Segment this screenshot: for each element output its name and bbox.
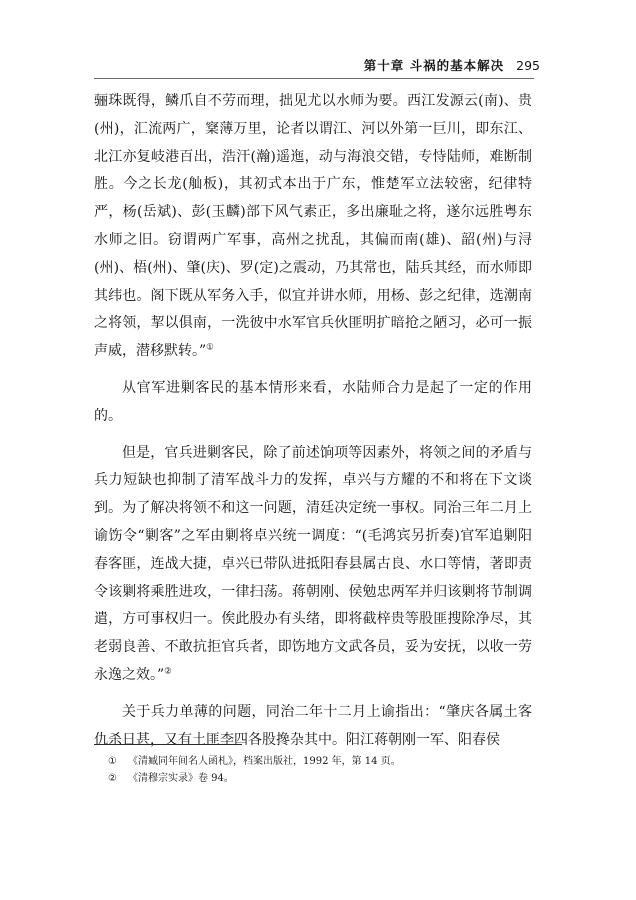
paragraph-4 <box>94 699 532 755</box>
paragraph-2 <box>94 375 532 431</box>
footnote-2-text: 《清穆宗实录》卷 94。 <box>128 772 234 784</box>
footnote-1-text: 《清臧同年间名人函札》，档案出版社，1992 年，第 14 页。 <box>128 756 401 767</box>
footnote-2-mark: ② <box>108 772 117 784</box>
chapter-title: 第十章 斗祸的基本解决 <box>363 58 505 73</box>
paragraph-4-text: 关于兵力单薄的问题，同治二年十二月上谕指出：“肇庆各属土客仇杀日甚，又有土匪李四各股搀杂其中。阳江蒋朝刚一军、阳春侯 <box>94 703 532 748</box>
header-rule <box>94 78 534 79</box>
paragraph-1-text: 骊珠既得，鳞爪自不劳而理，拙见尤以水师为要。西江发源云(南)、贵(州)，汇流两广，㮤薄万里，论者以谓江、河以外第一巨川，即东江、北江亦复岐港百出，浩汗(瀚)遥迤，动与海浪交错，专恃陆师，难断制胜。今之长龙(舢板)，其初式本出于广东，惟楚军立法较密，纪律特严，杨(岳斌)、彭(玉麟)部下风气素正，多出廉耻之将，遂尔远胜粤东水师之旧。窃谓两广军事，高州之扰乱，其偏而南(雄)、韶(州)与浔(州)、梧(州)、肇(庆)、罗(定)之震动，乃其常也，陆兵其经，而水师即其纬也。阁下既从军务入手，似宜并讲水师，用杨、彭之纪律，选潮南之将领，挈以俱南，一洗彼中水军官兵伙匪明扩暗抢之陋习，必可一振声威，潜移默转。” <box>94 93 532 360</box>
paragraph-1 <box>94 88 532 366</box>
footnote-1 <box>108 754 528 771</box>
footnote-1-mark: ① <box>108 756 117 767</box>
footnote-ref-2: ② <box>164 666 172 677</box>
paragraph-3-text: 但是，官兵进剿客民，除了前述饷项等因素外，将领之间的矛盾与兵力短缺也抑制了清军战斗力的发挥，卓兴与方耀的不和将在下文谈到。为了解决将领不和这一问题，清廷决定统一事权。同治三年二月上谕饬令“剿客”之军由剿将卓兴统一调度：“(毛鸿宾另折奏)官军追剿阳春客匪，连战大捷，卓兴已带队进抵阳春县属古良、水口等情，著即责令该剿将乘胜进攻，一律扫荡。蒋朝刚、侯勉忠两军并归该剿将节制调遣，方可事权归一。俟此股办有头绪，即将截梓贵等股匪搜除净尽，其老弱良善、不敢抗拒官兵者，即饬地方文武各员，妥为安抚，以收一劳永逸之效。” <box>94 444 532 683</box>
footnote-rule <box>94 744 242 745</box>
body-text <box>94 88 532 763</box>
paragraph-2-text: 从官军进剿客民的基本情形来看，水陆师合力是起了一定的作用的。 <box>94 379 532 424</box>
footnotes <box>108 754 528 787</box>
paragraph-3 <box>94 440 532 690</box>
footnote-ref-1: ① <box>206 342 214 353</box>
page-number: 295 <box>516 58 540 73</box>
footnote-2 <box>108 771 528 788</box>
running-head <box>364 56 540 74</box>
